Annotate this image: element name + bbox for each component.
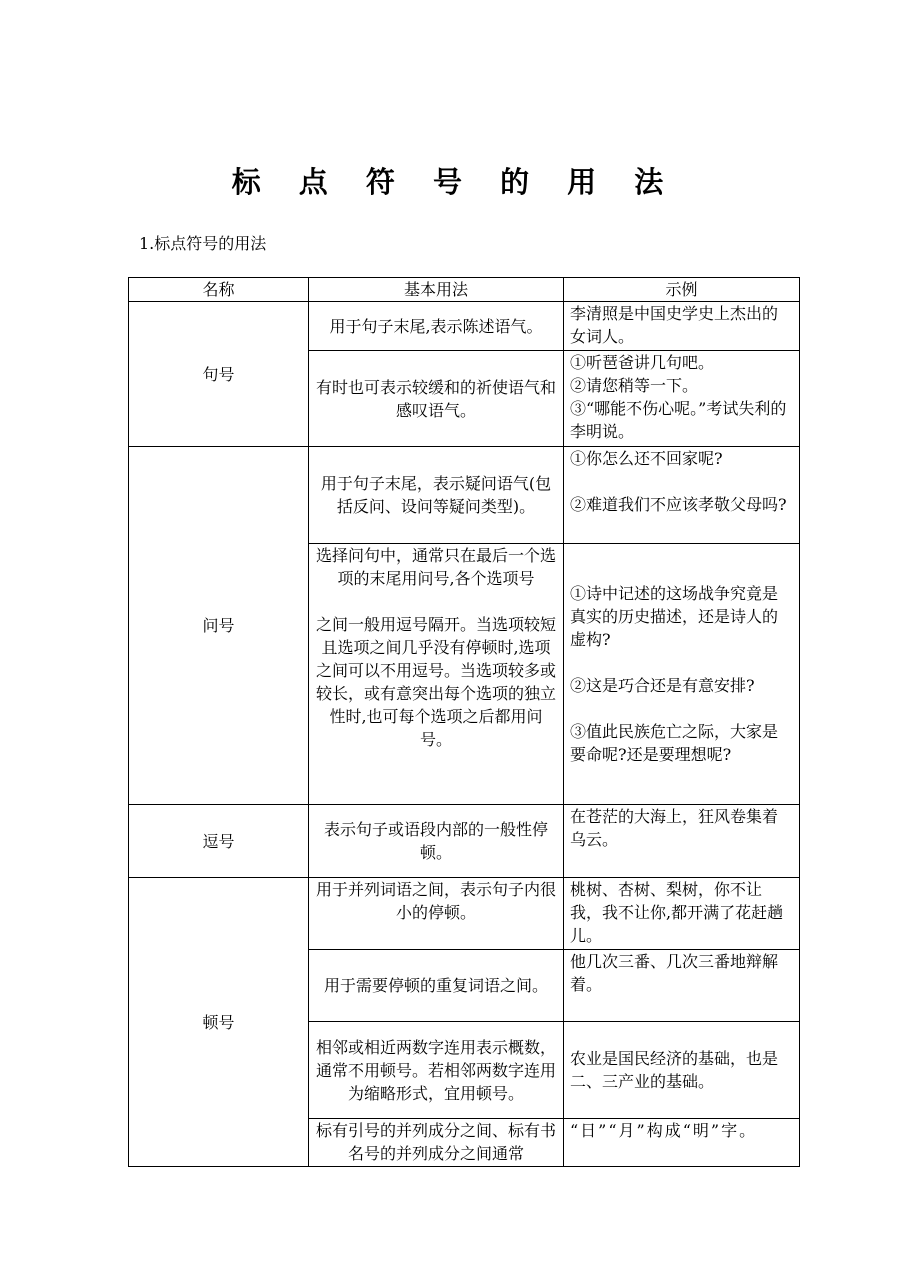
example-cell: 在苍茫的大海上，狂风卷集着乌云。 [564, 805, 800, 878]
table-row [129, 447, 800, 544]
example-cell [564, 447, 800, 544]
name-cell-juhao: 句号 [129, 302, 309, 447]
example-line: ③值此民族危亡之际，大家是要命呢?还是要理想呢? [570, 722, 779, 764]
punctuation-table [128, 277, 800, 1167]
usage-cell: 表示句子或语段内部的一般性停顿。 [309, 805, 564, 878]
example-line: ②难道我们不应该孝敬父母吗? [570, 495, 787, 514]
name-cell-dunhao: 顿号 [129, 878, 309, 1167]
example-line: ①你怎么还不回家呢? [570, 449, 723, 468]
usage-cell: 相邻或相近两数字连用表示概数，通常不用顿号。若相邻两数字连用为缩略形式，宜用顿号。 [309, 1022, 564, 1119]
usage-cell: 标有引号的并列成分之间、标有书名号的并列成分之间通常 [309, 1119, 564, 1167]
header-usage: 基本用法 [309, 278, 564, 302]
usage-cell: 用于句子末尾，表示疑问语气(包括反问、设问等疑问类型)。 [309, 447, 564, 544]
usage-cell: 用于句子末尾,表示陈述语气。 [309, 302, 564, 351]
usage-cell [309, 544, 564, 805]
example-line: ②请您稍等一下。 [570, 376, 699, 395]
name-cell-wenhao: 问号 [129, 447, 309, 805]
example-cell [564, 544, 800, 805]
usage-cell: 用于并列词语之间，表示句子内很小的停顿。 [309, 878, 564, 950]
example-cell: 桃树、杏树、梨树，你不让我，我不让你,都开满了花赶趟儿。 [564, 878, 800, 950]
page-title: 标 点 符 号 的 用 法 [231, 165, 678, 199]
example-cell [564, 351, 800, 447]
section-heading: 1.标点符号的用法 [139, 234, 267, 253]
example-cell: 农业是国民经济的基础，也是二、三产业的基础。 [564, 1022, 800, 1119]
usage-cell: 用于需要停顿的重复词语之间。 [309, 950, 564, 1022]
example-line: ①诗中记述的这场战争究竟是真实的历史描述，还是诗人的虚构? [570, 584, 779, 649]
example-cell: “日”“月”构成“明”字。 [564, 1119, 800, 1167]
example-line: ③“哪能不伤心呢。”考试失利的李明说。 [570, 399, 787, 441]
example-cell: 他几次三番、几次三番地辩解着。 [564, 950, 800, 1022]
header-example: 示例 [564, 278, 800, 302]
name-cell-douhao: 逗号 [129, 805, 309, 878]
table-row [129, 302, 800, 351]
usage-cell: 有时也可表示较缓和的祈使语气和感叹语气。 [309, 351, 564, 447]
example-line: ②这是巧合还是有意安排? [570, 676, 755, 695]
usage-line: 之间一般用逗号隔开。当选项较短且选项之间几乎没有停顿时,选项之间可以不用逗号。当选项较多或较长，或有意突出每个选项的独立性时,也可每个选项之后都用问号。 [315, 615, 556, 749]
usage-line: 选择问句中，通常只在最后一个选项的末尾用问号,各个选项号 [315, 546, 556, 588]
example-line: ①听琶爸讲几句吧。 [570, 353, 715, 372]
table-header-row [129, 278, 800, 302]
header-name: 名称 [129, 278, 309, 302]
example-cell: 李清照是中国史学史上杰出的女词人。 [564, 302, 800, 351]
table-row [129, 878, 800, 950]
table-row [129, 805, 800, 878]
